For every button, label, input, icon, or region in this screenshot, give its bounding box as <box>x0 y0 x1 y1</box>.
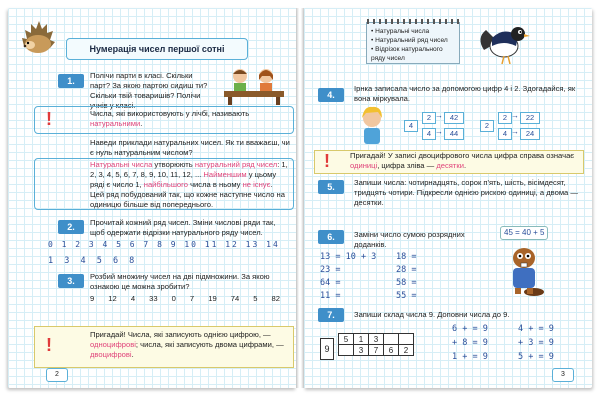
table-cell <box>384 334 399 345</box>
sticky-item: • Натуральний ряд чисел <box>371 37 448 44</box>
left-page <box>8 8 296 388</box>
table-cell: 2 <box>399 345 414 356</box>
reminder-text: Пригадай! У записі двоцифрового числа цифра справа означає одиниці, цифра зліва — десятки. <box>350 151 575 170</box>
page-title: Нумерація чисел першої сотні <box>66 38 248 60</box>
expansion-left: 64 = <box>320 278 341 288</box>
arrow-icon: → <box>511 127 519 136</box>
set-number: 9 <box>90 294 95 303</box>
task-number: 2. <box>58 220 84 234</box>
table-cell: 7 <box>369 345 384 356</box>
children-at-desk-illustration <box>218 64 290 106</box>
task-text: Заміни число сумою розрядних доданків. <box>354 230 465 249</box>
complement-left: 1 + = 9 <box>452 352 488 362</box>
tree-result: 22 <box>520 112 540 124</box>
tree-digit: 2 <box>498 112 512 124</box>
rule-text: Натуральні числа утворюють натуральний ряд чисел: 1, 2, 3, 4, 5, 6, 7, 8, 9, 10, 11, 12, ... Найменшим у цьому ряді є число 1, найбільшого числа в ньому не існує. Цей ряд побудований так, що кожне наступне число на одиницю більше від попереднього. <box>90 160 288 209</box>
arrow-icon: → <box>435 111 443 120</box>
table-cell: 3 <box>354 345 369 356</box>
hedgehog-icon <box>18 16 58 56</box>
expansion-right: 28 = <box>396 265 417 275</box>
set-number: 4 <box>130 294 136 303</box>
complement-right: 5 + = 9 <box>518 352 554 362</box>
expansion-right: 55 = <box>396 291 417 301</box>
table-cell: 6 <box>384 345 399 356</box>
table-cell <box>399 334 414 345</box>
complement-left: + 8 = 9 <box>452 338 488 348</box>
table-cell: 3 <box>369 334 384 345</box>
task-number: 1. <box>58 74 84 88</box>
complement-right: + 3 = 9 <box>518 338 554 348</box>
expansion-right: 18 = <box>396 252 417 262</box>
task-number: 4. <box>318 88 344 102</box>
tree-result: 44 <box>444 128 464 140</box>
task-text: Запиши числа: чотирнадцять, сорок п'ять, шість, вісімдесят, тридцять чотири. Підкресли однією рискою одиниці, а двома — десятки. <box>354 178 578 207</box>
task-text: Полічи парти в класі. Скільки парт? За якою партою сидиш ти? Скільки твій товаришів? Полічи учнів у класі. <box>90 71 208 110</box>
term: натуральними <box>90 119 141 128</box>
set-number: 12 <box>108 294 117 303</box>
tree-root: 2 <box>480 120 494 132</box>
sticky-note <box>366 22 460 64</box>
task-number: 7. <box>318 308 344 322</box>
tree-digit: 4 <box>498 128 512 140</box>
tree-root: 4 <box>404 120 418 132</box>
spiral-binding <box>367 19 459 24</box>
page-number: 3 <box>552 368 574 382</box>
page-number: 2 <box>46 368 68 382</box>
magpie-icon <box>474 20 530 64</box>
tree-digit: 2 <box>422 112 436 124</box>
task-number: 5. <box>318 180 344 194</box>
task-number: 6. <box>318 230 344 244</box>
number-row: 1 3 4 5 6 8 <box>48 256 138 266</box>
task-number: 3. <box>58 274 84 288</box>
task-text: Ірнка записала число за допомогою цифр 4 і 2. Здогадайся, як вона міркувала. <box>354 84 576 103</box>
tree-result: 42 <box>444 112 464 124</box>
expansion-left: 23 = <box>320 265 341 275</box>
reminder-text: Пригадай! Числа, які записують однією цифрою, — одноцифрові; числа, які записують двома цифрами, — двоцифрові. <box>90 330 284 359</box>
complement-left: 6 + = 9 <box>452 324 488 334</box>
right-page <box>304 8 592 388</box>
book-spine <box>296 8 304 388</box>
tree-result: 24 <box>520 128 540 140</box>
number-row: 0 1 2 3 4 5 6 7 8 9 10 11 12 13 14 <box>48 240 280 249</box>
sample-equation: 45 = 40 + 5 <box>500 226 548 240</box>
arrow-icon: → <box>435 127 443 136</box>
table-row <box>339 334 414 345</box>
expansion-left: 11 = <box>320 291 341 301</box>
task-text: Наведи приклади натуральних чисел. Як ти вважаєш, чи є нуль натуральним числом? <box>90 138 290 157</box>
set-number: 74 <box>230 294 240 303</box>
exclamation-icon: ! <box>46 335 52 355</box>
complement-right: 4 + = 9 <box>518 324 554 334</box>
sticky-item: • Відрізок натурального ряду чисел <box>371 46 443 62</box>
rule-text: Числа, які використовують у лічбі, називають натуральними. <box>90 109 250 128</box>
set-number: 33 <box>149 294 158 303</box>
number-label: 9 <box>320 338 334 360</box>
table-cell: 5 <box>339 334 354 345</box>
number-set <box>90 294 280 304</box>
expansion-left: 13 = 10 + 3 <box>320 252 377 262</box>
set-number: 82 <box>271 294 280 303</box>
expansion-right: 58 = <box>396 278 417 288</box>
girl-illustration <box>350 104 394 148</box>
set-number: 19 <box>208 294 217 303</box>
table-cell: 1 <box>354 334 369 345</box>
table-row <box>339 345 414 356</box>
arrow-icon: → <box>511 111 519 120</box>
set-number: 5 <box>253 294 258 303</box>
set-number: 7 <box>189 294 195 303</box>
table-cell <box>339 345 354 356</box>
exclamation-icon: ! <box>324 151 330 171</box>
set-number: 0 <box>171 294 176 303</box>
exclamation-icon: ! <box>46 109 52 129</box>
task-text: Запиши склад числа 9. Доповни числа до 9. <box>354 310 510 319</box>
sticky-item: • Натуральні числа <box>371 28 430 35</box>
beaver-icon <box>504 242 546 298</box>
task-text: Прочитай кожний ряд чисел. Зміни числові ряди так, щоб одержати відрізки натурального ряду чисел. <box>90 218 276 237</box>
tree-digit: 4 <box>422 128 436 140</box>
composition-table <box>338 333 414 356</box>
task-text: Розбий множину чисел на дві підмножини. За якою ознакою це можна зробити? <box>90 272 270 291</box>
